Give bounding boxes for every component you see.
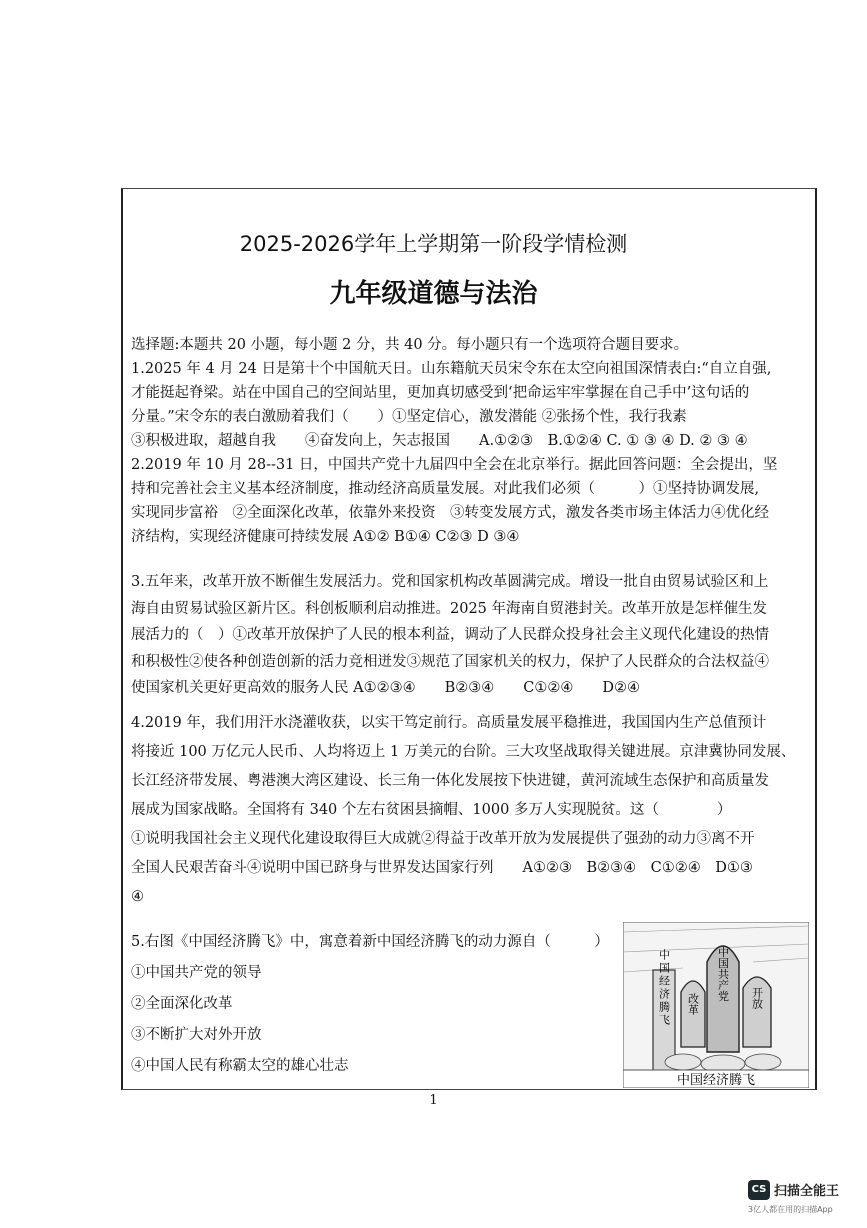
question-4 — [131, 709, 807, 912]
q5-option-1: ①中国共产党的领导 — [131, 965, 262, 981]
subject-title: 九年级道德与法治 — [329, 279, 538, 309]
cartoon-caption: 中国经济腾飞 — [676, 1073, 756, 1088]
q4-line-7: ④ — [131, 889, 144, 905]
q4-line-6: 全国人民艰苦奋斗④说明中国已跻身与世界发达国家行列 A①②③ B②③④ C①②④ D①③ — [131, 860, 753, 876]
q2-line-2: 持和完善社会主义基本经济制度，推动经济高质量发展。对此我们必须（ ）①坚持协调发展, — [131, 481, 760, 497]
q5-option-2: ②全面深化改革 — [131, 996, 233, 1012]
scanner-logo-icon: CS — [748, 1180, 770, 1200]
page-number: 1 — [429, 1093, 438, 1108]
q3-line-1: 3.五年来，改革开放不断催生发展活力。党和国家机构改革圆满完成。增设一批自由贸易试验区和上 — [131, 574, 769, 590]
q4-line-4: 展成为国家战略。全国将有 340 个左右贫困县摘帽、1000 多万人实现脱贫。这（ ） — [131, 802, 732, 818]
q3-line-3: 展活力的（ ）①改革开放保护了人民的根本利益，调动了人民群众投身社会主义现代化建设的热情 — [131, 627, 769, 643]
q3-line-5: 使国家机关更好更高效的服务人民 A①②③④ B②③④ C①②④ D②④ — [131, 680, 640, 696]
scanner-tagline: 3亿人都在用的扫描App — [748, 1205, 833, 1214]
exam-title: 2025-2026学年上学期第一阶段学情检测 — [239, 232, 628, 256]
q3-line-4: 和积极性②使各种创造创新的活力竞相迸发③规范了国家机关的权力，保护了人民群众的合法权益④ — [131, 653, 769, 670]
rocket-middle-label: 中国共产党 — [716, 946, 730, 1002]
q3-line-2: 海自由贸易试验区新片区。科创板顺利启动推进。2025 年海南自贸港封关。改革开放是怎样催生发 — [131, 600, 768, 617]
q4-line-1: 4.2019 年，我们用汗水浇灌收获，以实干笃定前行。高质量发展平稳推进，我国国内生产总值预计 — [131, 715, 767, 731]
q2-line-4: 济结构，实现经济健康可持续发展 A①② B①④ C②③ D ③④ — [131, 529, 520, 545]
question-5 — [131, 927, 611, 1082]
q4-line-3: 长江经济带发展、粤港澳大湾区建设、长三角一体化发展按下快进键，黄河流域生态保护和高质量发 — [131, 773, 769, 789]
question-3 — [131, 569, 807, 702]
q2-line-3: 实现同步富裕 ②全面深化改革，依靠外来投资 ③转变发展方式，激发各类市场主体活力④优化经 — [131, 505, 769, 521]
q1-line-3: 分量。”宋令东的表白激励着我们（ ）①坚定信心，激发潜能 ②张扬个性，我行我素 — [131, 409, 687, 425]
intro-and-q1-q2 — [131, 333, 807, 549]
rocket-left-label: 改革 — [686, 993, 700, 1015]
rocket-right-label: 开放 — [750, 987, 764, 1009]
q1-line-2: 才能挺起脊梁。站在中国自己的空间站里，更加真切感受到‘把命运牢牢掌握在自己手中’这句话的 — [131, 385, 750, 401]
scanner-watermark — [748, 1178, 858, 1218]
q4-line-2: 将接近 100 万亿元人民币、人均将迈上 1 万美元的台阶。三大攻坚战取得关键进展。京津冀协同发展、 — [131, 744, 796, 760]
q5-stem: 5.右图《中国经济腾飞》中，寓意着新中国经济腾飞的动力源自（ ） — [131, 934, 609, 950]
q5-option-3: ③不断扩大对外开放 — [131, 1027, 262, 1043]
intro-line: 选择题:本题共 20 小题，每小题 2 分，共 40 分。每小题只有一个选项符合题目要求。 — [131, 337, 689, 353]
cartoon-illustration — [623, 922, 809, 1088]
scanner-app-name: 扫描全能王 — [774, 1184, 840, 1199]
q1-line-4: ③积极进取，超越自我 ④奋发向上，矢志报国 A.①②③ B.①②④ C. ① ③ ④ D. ② ③ ④ — [131, 433, 748, 449]
cartoon-side-label: 中国经济腾飞 — [657, 949, 671, 1027]
q4-line-5: ①说明我国社会主义现代化建设取得巨大成就②得益于改革开放为发展提供了强劲的动力③离不开 — [131, 831, 755, 847]
china-economy-cartoon — [623, 922, 809, 1088]
q5-option-4: ④中国人民有称霸太空的雄心壮志 — [131, 1058, 349, 1074]
q2-line-1: 2.2019 年 10 月 28--31 日，中国共产党十九届四中全会在北京举行。据此回答问题：全会提出，坚 — [131, 457, 778, 473]
q1-line-1: 1.2025 年 4 月 24 日是第十个中国航天日。山东籍航天员宋令东在太空向祖国深情表白:“自立自强, — [131, 361, 772, 377]
